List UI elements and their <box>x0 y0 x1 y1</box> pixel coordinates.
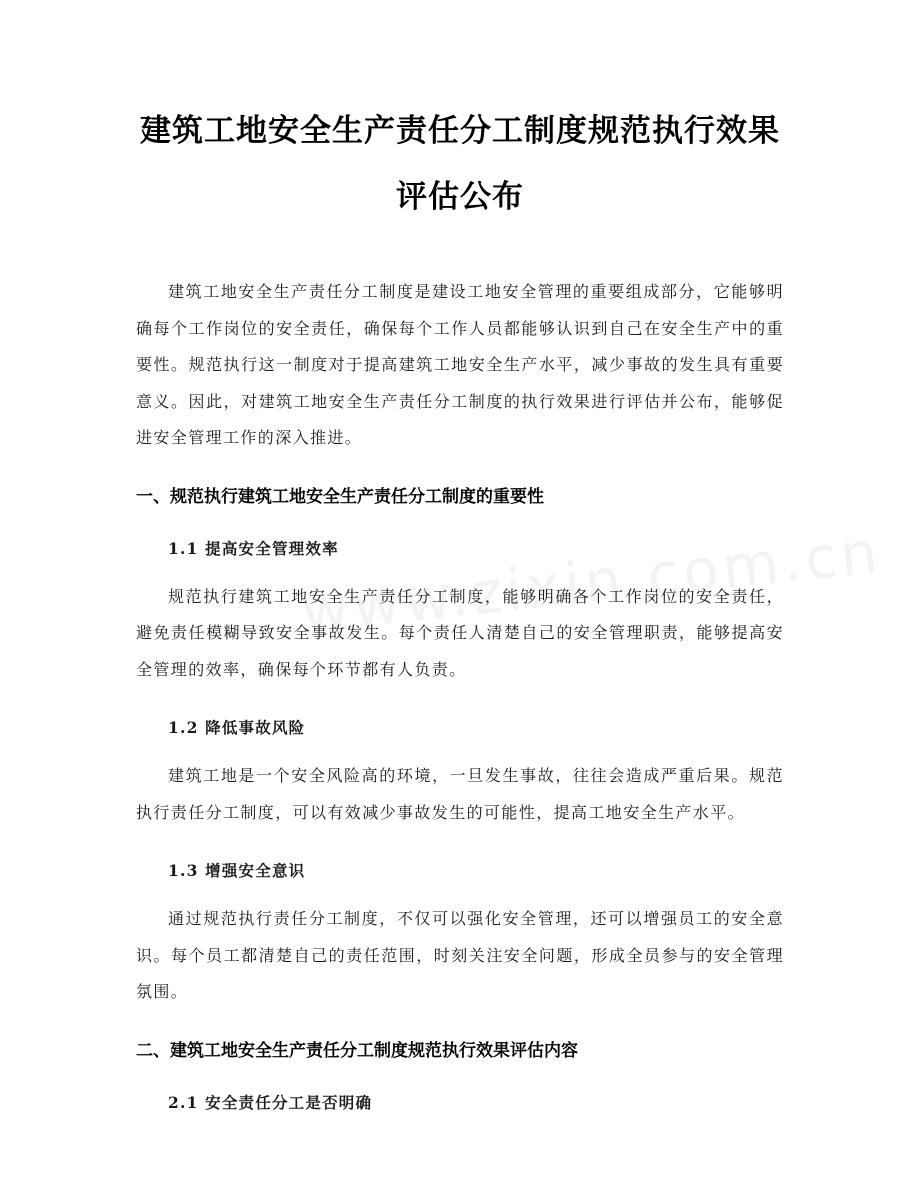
document-title: 建筑工地安全生产责任分工制度规范执行效果评估公布 <box>140 113 780 215</box>
subsection-2-1-heading: 2.1 安全责任分工是否明确 <box>168 1092 373 1112</box>
subsection-1-1-text: 规范执行建筑工地安全生产责任分工制度，能够明确各个工作岗位的安全责任，避免责任模糊导致安全事故发生。每个责任人清楚自己的安全管理职责，能够提高安全管理的效率，确保每个环节都有人负责。 <box>136 586 784 679</box>
subsection-1-2-heading: 1.2 降低事故风险 <box>168 718 306 737</box>
section-2-heading: 二、建筑工地安全生产责任分工制度规范执行效果评估内容 <box>136 1040 578 1061</box>
subsection-1-3-text: 通过规范执行责任分工制度，不仅可以强化安全管理，还可以增强员工的安全意识。每个员工都清楚自己的责任范围，时刻关注安全问题，形成全员参与的安全管理氛围。 <box>136 909 784 1001</box>
subsection-1-2-text: 建筑工地是一个安全风险高的环境，一旦发生事故，往往会造成严重后果。规范执行责任分工制度，可以有效减少事故发生的可能性，提高工地安全生产水平。 <box>136 766 784 822</box>
section-1-heading: 一、规范执行建筑工地安全生产责任分工制度的重要性 <box>136 486 544 507</box>
subsection-1-3-heading: 1.3 增强安全意识 <box>168 861 306 880</box>
subsection-1-1-heading: 1.1 提高安全管理效率 <box>168 538 339 558</box>
intro-paragraph: 建筑工地安全生产责任分工制度是建设工地安全管理的重要组成部分，它能够明确每个工作岗位的安全责任，确保每个工作人员都能够认识到自己在安全生产中的重要性。规范执行这一制度对于提高建筑工地安全生产水平，减少事故的发生具有重要意义。因此，对建筑工地安全生产责任分工制度的执行效果进行评估并公布，能够促进安全管理工作的深入推进。 <box>136 282 784 447</box>
